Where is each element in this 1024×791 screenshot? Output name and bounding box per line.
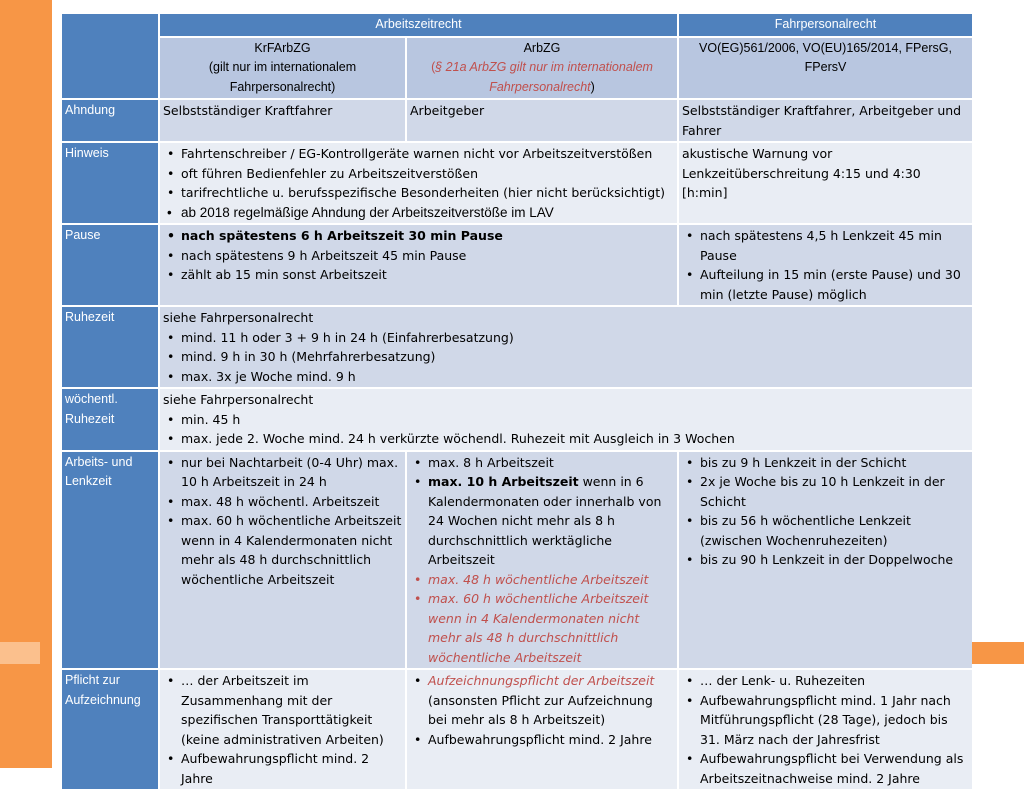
list-item: • bis zu 90 h Lenkzeit in der Doppelwoche bbox=[682, 550, 969, 570]
row-label-line: Aufzeichnung bbox=[65, 692, 141, 707]
pause-list bbox=[163, 226, 674, 285]
list-item: • ab 2018 regelmäßige Ahndung der Arbeitszeitverstöße im LAV bbox=[163, 203, 674, 223]
row-woechentl-ruhezeit bbox=[62, 389, 972, 450]
arbeits-arbzg bbox=[407, 452, 677, 669]
list-item: • Aufbewahrungspflicht mind. 1 Jahr nach Mitführungspflicht (28 Tage), jedoch bis 31. März nach der Jahresfrist bbox=[682, 691, 969, 750]
list-item: • nach spätestens 9 h Arbeitszeit 45 min Pause bbox=[163, 246, 674, 266]
list-item: • max. 3x je Woche mind. 9 h bbox=[163, 367, 969, 387]
header-fahrpersonalrecht: Fahrpersonalrecht bbox=[679, 14, 972, 36]
arbeits-krfarbzg bbox=[160, 452, 405, 669]
row-ruhezeit bbox=[62, 307, 972, 387]
left-accent-bar-highlight bbox=[0, 642, 40, 664]
comparison-table bbox=[60, 12, 974, 791]
arbeits-krfarbzg-list bbox=[163, 453, 402, 590]
pause-fahrpersonal-list bbox=[682, 226, 969, 304]
pause-fahrpersonal bbox=[679, 225, 972, 305]
hinweis-list bbox=[163, 144, 674, 222]
list-item: • tarifrechtliche u. berufsspezifische Besonderheiten (hier nicht berücksichtigt) bbox=[163, 183, 674, 203]
list-item: • … der Lenk- u. Ruhezeiten bbox=[682, 671, 969, 691]
list-item: • mind. 9 h in 30 h (Mehrfahrerbesatzung) bbox=[163, 347, 969, 367]
row-label-ahndung: Ahndung bbox=[62, 100, 158, 141]
list-item: • nach spätestens 6 h Arbeitszeit 30 min Pause bbox=[163, 226, 674, 246]
list-item: • max. 60 h wöchentliche Arbeitszeit wenn in 4 Kalendermonaten nicht mehr als 48 h durchschnittlich wöchentliche Arbeitszeit bbox=[410, 589, 674, 667]
row-label-hinweis: Hinweis bbox=[62, 143, 158, 223]
arbeits-fahrpersonal-list bbox=[682, 453, 969, 570]
row-pflicht-aufzeichnung bbox=[62, 670, 972, 789]
list-item: • min. 45 h bbox=[163, 410, 969, 430]
list-item: • max. 48 h wöchentl. Arbeitszeit bbox=[163, 492, 402, 512]
subheader-fahrpersonal-laws: VO(EG)561/2006, VO(EU)165/2014, FPersG, FPersV bbox=[679, 38, 972, 99]
list-item: • bis zu 9 h Lenkzeit in der Schicht bbox=[682, 453, 969, 473]
list-item: • Aufbewahrungspflicht mind. 2 Jahre bbox=[163, 749, 402, 788]
list-item: • zählt ab 15 min sonst Arbeitszeit bbox=[163, 265, 674, 285]
list-item: • … der Arbeitszeit im Zusammenhang mit der spezifischen Transporttätigkeit (keine administrativen Arbeiten) bbox=[163, 671, 402, 749]
woechentl-list bbox=[163, 410, 969, 449]
ahndung-fahrpersonal: Selbstständiger Kraftfahrer, Arbeitgeber und Fahrer bbox=[679, 100, 972, 141]
list-item: • bis zu 56 h wöchentliche Lenkzeit (zwischen Wochenruhezeiten) bbox=[682, 511, 969, 550]
row-label-woechentl-ruhezeit bbox=[62, 389, 158, 450]
row-ahndung bbox=[62, 100, 972, 141]
pflicht-krfarbzg-list bbox=[163, 671, 402, 788]
ahndung-krfarbzg: Selbstständiger Kraftfahrer bbox=[160, 100, 405, 141]
arbeits-fahrpersonal bbox=[679, 452, 972, 669]
row-label-line: wöchentl. bbox=[65, 392, 118, 406]
pflicht-arbzg bbox=[407, 670, 677, 789]
list-item-rest: (ansonsten Pflicht zur Aufzeichnung bei mehr als 8 h Arbeitszeit) bbox=[428, 692, 653, 727]
subheader-arbzg-title: ArbZG bbox=[523, 40, 561, 55]
pflicht-fahrpersonal bbox=[679, 670, 972, 789]
row-label-arbeits-lenkzeit bbox=[62, 452, 158, 669]
list-item: • oft führen Bedienfehler zu Arbeitszeitverstößen bbox=[163, 164, 674, 184]
pflicht-krfarbzg bbox=[160, 670, 405, 789]
list-item-bold: max. 10 h Arbeitszeit bbox=[428, 474, 579, 489]
list-item: • Aufbewahrungspflicht mind. 2 Jahre bbox=[410, 730, 674, 750]
list-item: • Aufbewahrungspflicht bei Verwendung als Arbeitszeitnachweise mind. 2 Jahre bbox=[682, 749, 969, 788]
ruhezeit-content bbox=[160, 307, 972, 387]
list-item: • max. 48 h wöchentliche Arbeitszeit bbox=[410, 570, 674, 590]
row-hinweis bbox=[62, 143, 972, 223]
list-item: • Fahrtenschreiber / EG-Kontrollgeräte warnen nicht vor Arbeitszeitverstößen bbox=[163, 144, 674, 164]
list-item-red: • Aufzeichnungspflicht der Arbeitszeit bbox=[428, 673, 655, 688]
row-label-pause: Pause bbox=[62, 225, 158, 305]
subheader-krfarbzg bbox=[160, 38, 405, 99]
row-label-line: Arbeits- und bbox=[65, 454, 133, 469]
subheader-arbzg-note: § 21a ArbZG gilt nur im internationalem Fahrpersonalrecht bbox=[435, 60, 653, 94]
subheader-arbzg bbox=[407, 38, 677, 99]
subheader-arbzg-paren-open: ( bbox=[431, 60, 436, 74]
list-item: • 2x je Woche bis zu 10 h Lenkzeit in der Schicht bbox=[682, 472, 969, 511]
row-label-line: Pflicht zur bbox=[65, 673, 120, 687]
ruhezeit-list bbox=[163, 328, 969, 387]
row-label-line: Lenkzeit bbox=[65, 474, 112, 488]
list-item: • mind. 11 h oder 3 + 9 h in 24 h (Einfahrerbesatzung) bbox=[163, 328, 969, 348]
woechentl-intro: siehe Fahrpersonalrecht bbox=[163, 392, 314, 407]
ahndung-arbzg: Arbeitgeber bbox=[407, 100, 677, 141]
list-item: • nach spätestens 4,5 h Lenkzeit 45 min Pause bbox=[682, 226, 969, 265]
list-item: • max. 8 h Arbeitszeit bbox=[410, 453, 674, 473]
subheader-krfarbzg-note: (gilt nur im internationalem Fahrpersonalrecht) bbox=[208, 60, 357, 94]
list-item: • nur bei Nachtarbeit (0-4 Uhr) max. 10 h Arbeitszeit in 24 h bbox=[163, 453, 402, 492]
subheader-arbzg-paren-close: ) bbox=[590, 79, 595, 94]
row-label-ruhezeit: Ruhezeit bbox=[62, 307, 158, 387]
left-accent-bar bbox=[0, 0, 52, 768]
pflicht-arbzg-list bbox=[410, 671, 674, 749]
pause-arbeitszeit bbox=[160, 225, 677, 305]
right-accent-bar bbox=[972, 642, 1024, 664]
woechentl-content bbox=[160, 389, 972, 450]
row-arbeits-lenkzeit bbox=[62, 452, 972, 669]
ruhezeit-intro: siehe Fahrpersonalrecht bbox=[163, 310, 314, 325]
list-item bbox=[410, 472, 674, 570]
row-pause bbox=[62, 225, 972, 305]
corner-cell bbox=[62, 14, 158, 98]
list-item: • max. 60 h wöchentliche Arbeitszeit wenn in 4 Kalendermonaten nicht mehr als 48 h durchschnittlich wöchentliche Arbeitszeit bbox=[163, 511, 402, 589]
subheader-row bbox=[62, 38, 972, 99]
hinweis-fahrpersonal: akustische Warnung vor Lenkzeitüberschreitung 4:15 und 4:30 [h:min] bbox=[679, 143, 972, 223]
subheader-krfarbzg-title: KrFArbZG bbox=[254, 40, 311, 55]
list-item bbox=[410, 671, 674, 730]
pflicht-fahrpersonal-list bbox=[682, 671, 969, 788]
row-label-line: Ruhezeit bbox=[65, 411, 115, 426]
list-item: • max. jede 2. Woche mind. 24 h verkürzte wöchendl. Ruhezeit mit Ausgleich in 3 Wochen bbox=[163, 429, 969, 449]
row-label-pflicht-aufzeichnung bbox=[62, 670, 158, 789]
list-item: • Aufteilung in 15 min (erste Pause) und 30 min (letzte Pause) möglich bbox=[682, 265, 969, 304]
list-item-rest: wenn in 6 Kalendermonaten oder innerhalb von 24 Wochen nicht mehr als 8 h durchschnittlich werktägliche Arbeitszeit bbox=[428, 474, 662, 567]
header-row bbox=[62, 14, 972, 36]
arbeits-arbzg-list bbox=[410, 453, 674, 668]
header-arbeitszeitrecht: Arbeitszeitrecht bbox=[160, 14, 677, 36]
hinweis-arbeitszeit bbox=[160, 143, 677, 223]
